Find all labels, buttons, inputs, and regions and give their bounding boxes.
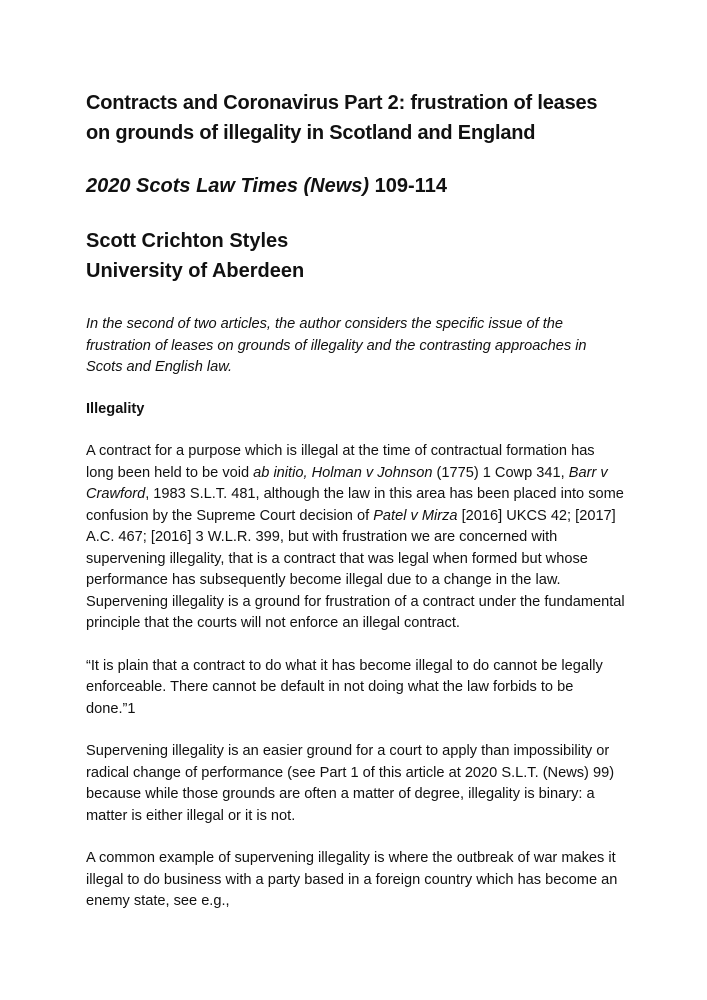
citation (86, 171, 626, 201)
p1-case-barr: Barr v Crawford (86, 464, 608, 502)
paragraph-3: Supervening illegality is an easier ground for a court to apply than impossibility or radical change of performance (see Part 1 of this article at 2020 S.L.T. (News) 99) because while those grounds are often a matter of degree, illegality is binary: a matter is either illegal or it is not. (86, 743, 615, 824)
section-heading: Illegality (86, 400, 145, 417)
document-page (86, 88, 626, 913)
author-name: Scott Crichton Styles (86, 230, 289, 252)
paragraph-4: A common example of supervening illegality is where the outbreak of war makes it illegal to do business with a party based in a foreign country which has become an enemy state, see e.g., (86, 850, 618, 909)
author-affiliation: University of Aberdeen (86, 260, 305, 282)
article-title: Contracts and Coronavirus Part 2: frustration of leases on grounds of illegality in Scotland and England (86, 92, 598, 144)
paragraph-1 (86, 441, 626, 635)
abstract: In the second of two articles, the author considers the specific issue of the frustration of leases on grounds of illegality and the contrasting approaches in Scots and English law. (86, 316, 587, 375)
p1-case-patel: Patel v Mirza (373, 507, 458, 524)
page-range: 109-114 (369, 175, 447, 197)
p1-text-c: (1775) 1 Cowp 341, (432, 464, 569, 481)
p1-case-holman: ab initio, Holman v Johnson (253, 464, 433, 481)
p1-text-g: [2016] UKCS 42; [2017] A.C. 467; [2016] 3 W.L.R. 399, but with frustration we are concerned with supervening illegality, that is a contract that was legal when formed but whose performance has subsequently become illegal due to a change in the law. Supervening illegality is a ground for frustration of a contract under the fundamental principle that the courts will not enforce an illegal contract. (86, 507, 625, 631)
paragraph-2-quote: “It is plain that a contract to do what it has become illegal to do cannot be legally enforceable. There cannot be default in not doing what the law forbids to be done.”1 (86, 657, 603, 717)
p1-text-e: , 1983 S.L.T. 481, although the law in this area has been placed into some confusion by the Supreme Court decision of (86, 486, 624, 524)
author-block (86, 226, 626, 286)
journal-name: 2020 Scots Law Times (News) (86, 175, 370, 197)
p1-text-a: A contract for a purpose which is illegal at the time of contractual formation has long been held to be void (86, 443, 595, 481)
